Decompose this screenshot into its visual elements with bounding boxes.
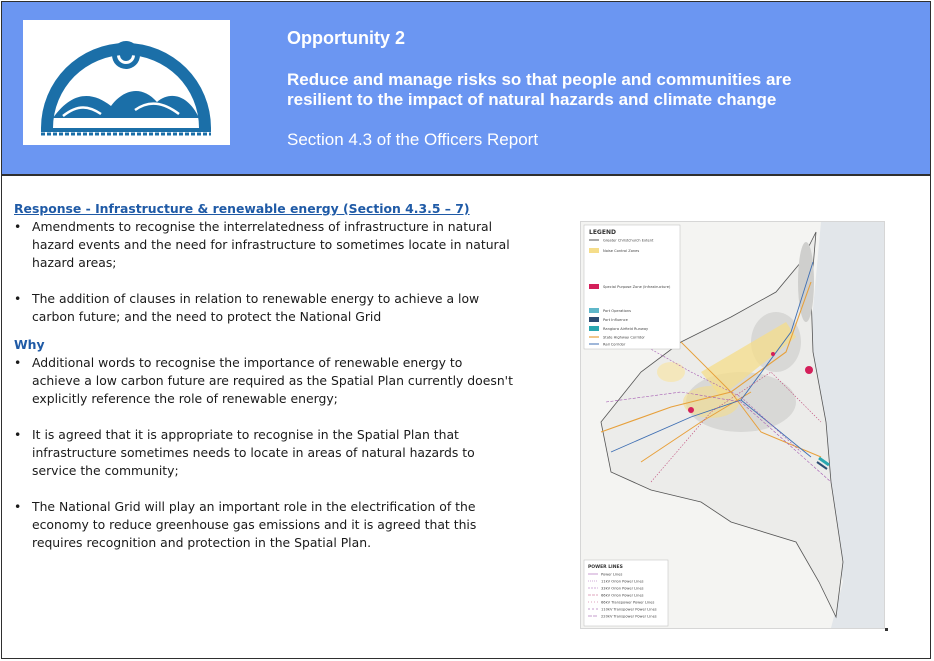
subtitle-line: resilient to the impact of natural hazards and climate change [287, 90, 777, 109]
power-lines-item: 110kV Transpower Power Lines [601, 607, 657, 612]
power-lines-item: Power Lines [601, 572, 623, 577]
legend-item: Port Operations [603, 309, 632, 313]
power-lines-item: 66kV Transpower Power Lines [601, 600, 655, 605]
infrastructure-map [580, 221, 885, 629]
bullet-line: service the community; [32, 463, 179, 478]
list-item [14, 426, 534, 480]
bullet-line: explicitly reference the role of renewable energy; [32, 391, 338, 406]
legend-item: Rangiora Airfield Runway [603, 327, 649, 331]
section-reference: Section 4.3 of the Officers Report [287, 130, 539, 149]
header-banner [2, 2, 930, 176]
slide-title: Opportunity 2 [287, 28, 405, 48]
bullet-line: carbon future; and the need to protect the National Grid [32, 309, 382, 324]
list-item [14, 498, 534, 552]
slide-subtitle [287, 70, 907, 110]
response-heading: Response - Infrastructure & renewable energy (Section 4.3.5 – 7) [14, 201, 470, 216]
subtitle-line: Reduce and manage risks so that people and communities are [287, 70, 792, 89]
power-lines-item: 220kV Transpower Power Lines [601, 614, 657, 619]
legend-item: Port Influence [603, 318, 628, 322]
bullet-line: hazard areas; [32, 255, 117, 270]
bullet-line: • The addition of clauses in relation to renewable energy to achieve a low [32, 291, 480, 306]
bullet-line: achieve a low carbon future are required as the Spatial Plan currently doesn't [32, 373, 513, 388]
corner-mark [885, 628, 888, 631]
bullet-line: • Additional words to recognise the importance of renewable energy to [32, 355, 463, 370]
map-canvas [581, 222, 884, 628]
bullet-line: requires recognition and protection in the Spatial Plan. [32, 535, 372, 550]
list-item [14, 354, 534, 408]
power-lines-item: 33kV Orion Power Lines [601, 586, 644, 591]
logo [23, 20, 230, 145]
power-lines-item: 11kV Orion Power Lines [601, 579, 644, 584]
list-item [14, 218, 534, 272]
power-lines-title: POWER LINES [588, 565, 623, 570]
bullet-line: • The National Grid will play an important role in the electrification of the [32, 499, 476, 514]
legend-item: Rail Corridor [603, 342, 626, 347]
bullet-line: hazard events and the need for infrastructure to sometimes locate in natural [32, 237, 510, 252]
bullet-line: infrastructure sometimes needs to locate in areas of natural hazards to [32, 445, 475, 460]
why-list [14, 354, 534, 552]
bullet-line: • Amendments to recognise the interrelatedness of infrastructure in natural [32, 219, 493, 234]
legend-item: Greater Christchurch Extent [603, 238, 654, 243]
legend-item: Special Purpose Zone (Infrastructure) [603, 285, 671, 289]
bullet-line: • It is agreed that it is appropriate to recognise in the Spatial Plan that [32, 427, 459, 442]
legend-title: LEGEND [589, 229, 616, 236]
legend-item: Noise Control Zones [603, 249, 640, 253]
legend-item: State Highway Corridor [603, 335, 645, 340]
body-text [14, 200, 534, 552]
why-heading: Why [14, 337, 45, 352]
waves-semicircle-logo-icon [23, 20, 230, 145]
power-lines-item: 66kV Orion Power Lines [601, 593, 644, 598]
response-list [14, 218, 534, 326]
bullet-line: economy to reduce greenhouse gas emissions and it is agreed that this [32, 517, 477, 532]
list-item [14, 290, 534, 326]
